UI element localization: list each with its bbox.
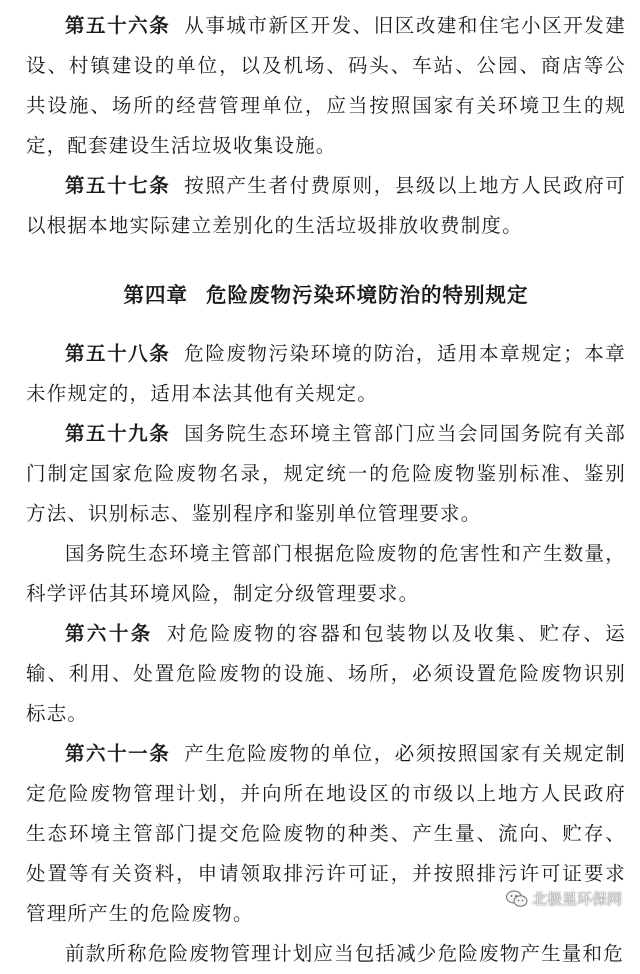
article-text: 危险废物污染环境的防治，适用本章规定；本章未作规定的，适用本法其他有关规定。	[26, 342, 626, 405]
article-text: 产生危险废物的单位，必须按照国家有关规定制定危险废物管理计划，并向所在地设区的市级以上地方人民政府生态环境主管部门提交危险废物的种类、产生量、流向、贮存、处置等有关资料，申请领取排污许可证，并按照排污许可证要求管理所产生的危险废物。	[26, 742, 626, 925]
watermark-text: 北极星环保网	[531, 890, 622, 908]
article-number: 第六十条	[65, 622, 153, 645]
article-number: 第五十八条	[65, 342, 171, 365]
article-paragraph	[26, 614, 626, 734]
article-paragraph	[26, 6, 626, 166]
article-text: 按照产生者付费原则，县级以上地方人民政府可以根据本地实际建立差别化的生活垃圾排放收费制度。	[26, 174, 626, 237]
body-paragraph	[26, 534, 626, 614]
wechat-icon	[506, 890, 528, 908]
article-paragraph	[26, 334, 626, 414]
chapter-number: 第四章	[123, 283, 188, 307]
article-paragraph	[26, 166, 626, 246]
paragraph-text: 前款所称危险废物管理计划应当包括减少危险废物产生量和危	[65, 942, 624, 965]
article-text: 从事城市新区开发、旧区改建和住宅小区开发建设、村镇建设的单位，以及机场、码头、车站、公园、商店等公共设施、场所的经营管理单位，应当按照国家有关环境卫生的规定，配套建设生活垃圾收集设施。	[26, 14, 626, 157]
article-number: 第六十一条	[65, 742, 171, 765]
chapter-title: 危险废物污染环境防治的特别规定	[206, 283, 529, 307]
article-number: 第五十六条	[65, 14, 171, 37]
chapter-heading	[26, 278, 626, 308]
article-number: 第五十九条	[65, 422, 171, 445]
watermark	[506, 888, 622, 909]
article-text: 对危险废物的容器和包装物以及收集、贮存、运输、利用、处置危险废物的设施、场所，必须设置危险废物识别标志。	[26, 622, 626, 725]
article-text: 国务院生态环境主管部门应当会同国务院有关部门制定国家危险废物名录，规定统一的危险废物鉴别标准、鉴别方法、识别标志、鉴别程序和鉴别单位管理要求。	[26, 422, 626, 525]
article-paragraph	[26, 414, 626, 534]
article-number: 第五十七条	[65, 174, 171, 197]
paragraph-text: 国务院生态环境主管部门根据危险废物的危害性和产生数量，科学评估其环境风险，制定分级管理要求。	[26, 542, 626, 605]
body-paragraph	[26, 934, 626, 974]
